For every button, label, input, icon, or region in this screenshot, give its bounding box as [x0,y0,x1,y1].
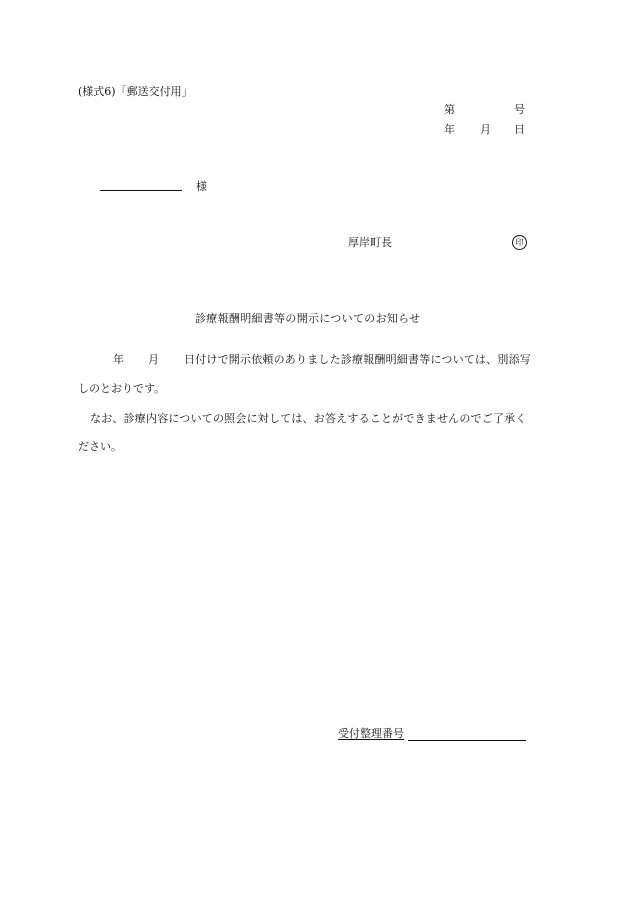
body-line-2: しのとおりです。 [78,382,166,395]
receipt-number-label: 受付整理番号 [338,727,404,740]
body-line-1: 日付けで開示依頼のありました診療報酬明細書等については、別添写 [184,353,531,366]
date-month: 月 [480,123,491,136]
body-month: 月 [148,353,159,366]
recipient-name-blank[interactable] [100,190,182,191]
receipt-number-blank[interactable] [408,740,526,741]
document-number-suffix: 号 [514,103,525,116]
seal-icon: 印 [512,235,527,250]
issuer-name: 厚岸町長 [348,236,392,249]
date-day: 日 [514,123,525,136]
document-title: 診療報酬明細書等の開示についてのお知らせ [195,312,421,325]
date-year: 年 [444,123,455,136]
document-number-prefix: 第 [444,103,455,116]
recipient-honorific: 様 [196,180,207,193]
body-line-3: なお、診療内容についての照会に対しては、お答えすることができませんのでご了承く [90,412,527,425]
body-year: 年 [113,353,124,366]
body-line-4: ださい。 [78,440,122,453]
form-label: (様式6)「郵送交付用」 [78,85,193,98]
